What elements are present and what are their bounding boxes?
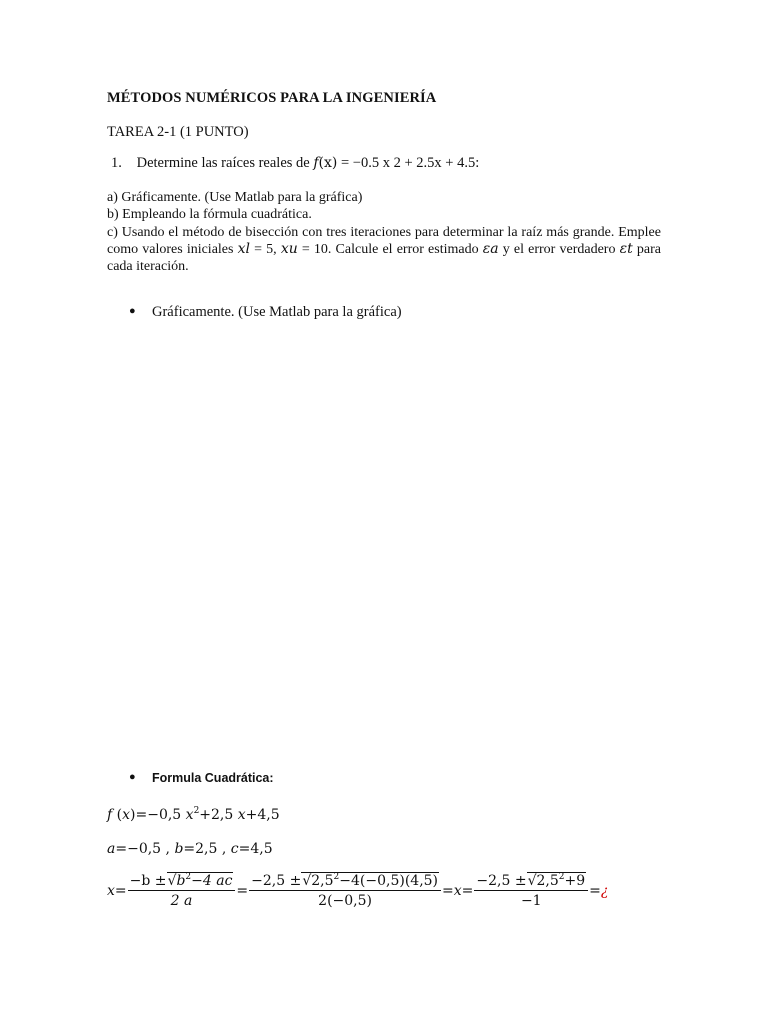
eq-equals: = — [589, 882, 601, 899]
part-c-text: para — [632, 241, 661, 257]
eq-text: −4 ac — [191, 873, 233, 889]
eq-symbol: b — [176, 873, 186, 889]
eq-equals: = — [461, 882, 474, 899]
assignment-heading: TAREA 2-1 (1 PUNTO) — [107, 124, 249, 140]
eq-exponent: 2 — [185, 872, 192, 882]
fraction-numerator — [249, 872, 441, 891]
eq-symbol: f — [107, 807, 113, 823]
eq-text: 2,5 — [311, 873, 334, 889]
eq-exponent: 2 — [558, 872, 565, 882]
eq-text: −2,5 ± — [476, 873, 527, 889]
part-c-text: = 5, — [249, 241, 281, 257]
fraction-denominator — [128, 891, 236, 909]
question-text: Determine las raíces reales de — [136, 155, 314, 171]
document-title: MÉTODOS NUMÉRICOS PARA LA INGENIERÍA — [107, 90, 437, 106]
eq-equals: = — [236, 882, 249, 899]
eq-text: −b ± — [129, 873, 167, 889]
equation-quadratic-formula — [107, 872, 608, 909]
sqrt-radical: $√2,5^2-4(-0,5)(4,5)$ — [302, 872, 439, 889]
eq-exponent: 2 — [193, 806, 200, 816]
bullet-quadratic-text: Formula Cuadrática: — [152, 771, 274, 785]
part-c-line-2 — [107, 241, 661, 258]
part-b: b) Empleando la fórmula cuadrática. — [107, 207, 312, 223]
eq-symbol: x — [107, 882, 115, 899]
fraction-numerator — [474, 872, 588, 891]
eq-symbol: x — [122, 807, 131, 823]
bullet-graphical — [129, 304, 402, 321]
eq-text: )=−0,5 — [130, 807, 186, 823]
part-c-line-3: cada iteración. — [107, 259, 189, 275]
equation-function — [107, 806, 280, 823]
eq-text: =−0,5 , — [115, 841, 175, 857]
fraction-simplified — [474, 872, 588, 909]
equation-coefficients — [107, 841, 273, 857]
question-number: 1. — [111, 155, 122, 171]
part-c-text: como valores iniciales — [107, 241, 238, 257]
eq-equals: = — [442, 882, 454, 899]
sqrt-radical: $√2,5^2+9$ — [527, 872, 586, 889]
eq-text: +4,5 — [245, 807, 280, 823]
part-c-line-1: c) Usando el método de bisección con tres iteraciones para determinar la raíz más grande. Emplee — [107, 224, 661, 240]
fraction-general — [128, 872, 236, 909]
var-xl: xl — [237, 240, 250, 257]
part-a: a) Gráficamente. (Use Matlab para la gráfica) — [107, 190, 363, 205]
sqrt-radical: $√b^2-4$ ac — [167, 872, 233, 889]
eq-text: =4,5 — [238, 841, 273, 857]
eq-text: 2,5 — [536, 873, 559, 889]
part-c-text: = 10. Calcule el error estimado — [297, 241, 483, 257]
bullet-icon: ● — [129, 305, 136, 317]
question-parts — [107, 189, 661, 275]
part-c-text: y el error verdadero — [498, 241, 620, 257]
bullet-icon: ● — [129, 771, 136, 783]
eq-text: +2,5 — [199, 807, 238, 823]
function-arg: (x) — [318, 155, 338, 171]
eq-symbol: c — [230, 841, 239, 857]
eq-text: −4(−0,5)(4,5) — [339, 873, 439, 889]
bullet-graphical-text: Gráficamente. (Use Matlab para la gráfica) — [152, 304, 402, 320]
eq-text: +9 — [564, 873, 586, 889]
var-ea: εa — [482, 240, 499, 257]
fraction-denominator: 2(−0,5) — [318, 893, 372, 909]
bullet-quadratic — [129, 771, 274, 785]
eq-text: −2,5 ± — [251, 873, 302, 889]
eq-text: 2 a — [170, 893, 193, 909]
fraction-denominator: −1 — [520, 893, 542, 909]
eq-exponent: 2 — [333, 872, 340, 882]
eq-symbol: x — [237, 807, 246, 823]
eq-text: =2,5 , — [183, 841, 231, 857]
eq-equals: = — [114, 882, 127, 899]
function-name: f — [313, 155, 319, 171]
function-body: = −0.5 x 2 + 2.5x + 4.5: — [337, 155, 480, 171]
var-et: εt — [619, 240, 633, 257]
unresolved-placeholder: ¿ — [600, 882, 609, 899]
question-1 — [111, 155, 479, 172]
eq-text: ( — [112, 807, 123, 823]
eq-symbol: x — [185, 807, 194, 823]
fraction-numerator — [128, 872, 236, 891]
fraction-substituted — [249, 872, 441, 909]
eq-symbol: b — [174, 841, 184, 857]
var-xu: xu — [280, 240, 298, 257]
eq-symbol: x — [453, 882, 462, 899]
eq-symbol: a — [107, 841, 116, 857]
